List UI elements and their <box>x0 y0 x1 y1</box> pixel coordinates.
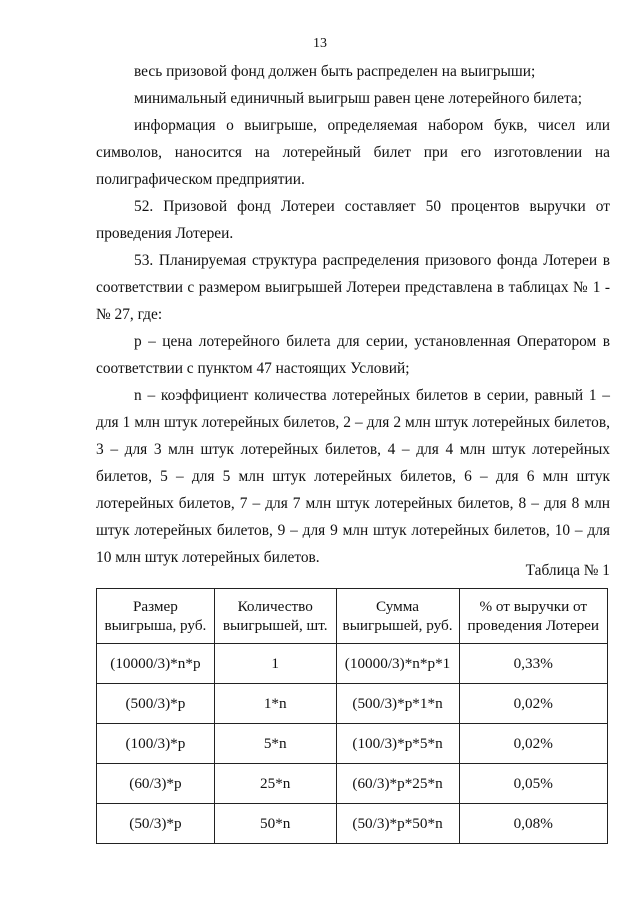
table-row <box>97 804 608 844</box>
cell-prize-size: (60/3)*p <box>97 764 215 804</box>
paragraph-53: 53. Планируемая структура распределения призового фонда Лотереи в соответствии с размером выигрышей Лотереи представлена в таблицах № 1 - № 27, где: <box>96 252 610 323</box>
cell-prize-sum: (50/3)*p*50*n <box>336 804 459 844</box>
paragraph-52: 52. Призовой фонд Лотереи составляет 50 процентов выручки от проведения Лотереи. <box>96 198 610 242</box>
cell-revenue-percent: 0,05% <box>459 764 608 804</box>
document-body <box>96 58 610 571</box>
table-row <box>97 644 608 684</box>
paragraph-prize-information: информация о выигрыше, определяемая набором букв, чисел или символов, наносится на лотерейный билет при его изготовлении на полиграфическом предприятии. <box>96 117 610 188</box>
cell-revenue-percent: 0,33% <box>459 644 608 684</box>
table-row <box>97 724 608 764</box>
cell-prize-count: 50*n <box>214 804 336 844</box>
paragraph-definition-p: p – цена лотерейного билета для серии, установленная Оператором в соответствии с пунктом 47 настоящих Условий; <box>96 333 610 377</box>
cell-revenue-percent: 0,02% <box>459 684 608 724</box>
prize-structure-table <box>96 588 608 844</box>
table-row <box>97 764 608 804</box>
cell-prize-count: 1*n <box>214 684 336 724</box>
paragraph-prize-fund-distribution: весь призовой фонд должен быть распределен на выигрыши; <box>134 63 536 80</box>
cell-prize-count: 25*n <box>214 764 336 804</box>
header-prize-sum: Сумма выигрышей, руб. <box>336 589 459 644</box>
cell-prize-size: (10000/3)*n*p <box>97 644 215 684</box>
page-number: 13 <box>313 36 327 51</box>
paragraph-definition-n: n – коэффициент количества лотерейных билетов в серии, равный 1 – для 1 млн штук лотерейных билетов, 2 – для 2 млн штук лотерейных билетов, 3 – для 3 млн штук лотерейных билетов, 4 – для 4 млн штук лотерейных билетов, 5 – для 5 млн штук лотерейных билетов, 6 – для 6 млн штук лотерейных билетов, 7 – для 7 млн штук лотерейных билетов, 8 – для 8 млн штук лотерейных билетов, 9 – для 9 млн штук лотерейных билетов, 10 – для 10 млн штук лотерейных билетов. <box>96 387 610 566</box>
cell-prize-size: (50/3)*p <box>97 804 215 844</box>
cell-prize-size: (500/3)*p <box>97 684 215 724</box>
header-prize-size: Размер выигрыша, руб. <box>97 589 215 644</box>
cell-prize-sum: (500/3)*p*1*n <box>336 684 459 724</box>
cell-prize-count: 5*n <box>214 724 336 764</box>
paragraph-minimum-prize: минимальный единичный выигрыш равен цене лотерейного билета; <box>134 90 582 107</box>
cell-revenue-percent: 0,02% <box>459 724 608 764</box>
cell-prize-size: (100/3)*p <box>97 724 215 764</box>
cell-prize-sum: (10000/3)*n*p*1 <box>336 644 459 684</box>
header-prize-count: Количество выигрышей, шт. <box>214 589 336 644</box>
cell-revenue-percent: 0,08% <box>459 804 608 844</box>
table-caption: Таблица № 1 <box>525 562 610 579</box>
cell-prize-sum: (100/3)*p*5*n <box>336 724 459 764</box>
cell-prize-count: 1 <box>214 644 336 684</box>
header-revenue-percent: % от выручки от проведения Лотереи <box>459 589 608 644</box>
cell-prize-sum: (60/3)*p*25*n <box>336 764 459 804</box>
table-header-row <box>97 589 608 644</box>
table-row <box>97 684 608 724</box>
